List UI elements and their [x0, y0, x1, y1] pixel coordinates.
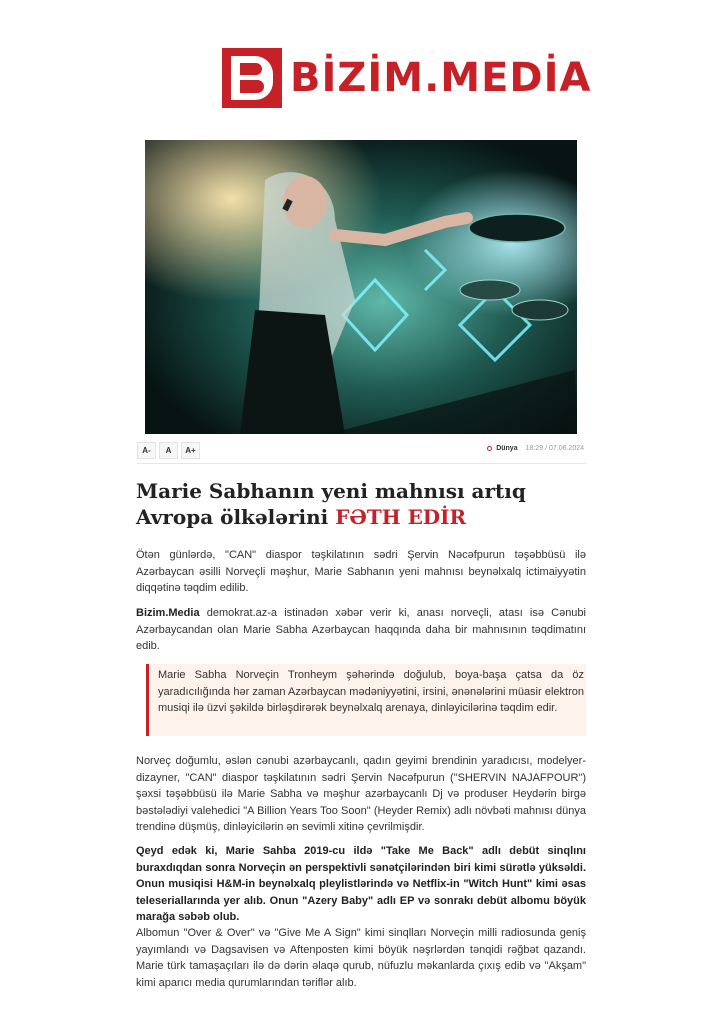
title-accent: FƏTH EDİR	[335, 505, 467, 529]
category-link[interactable]: Dünya	[496, 445, 518, 452]
site-name: BİZİM.MEDİA	[290, 55, 592, 101]
font-increase-button[interactable]: A+	[181, 442, 200, 459]
category-dot-icon	[487, 446, 492, 451]
font-decrease-button[interactable]: A-	[137, 442, 156, 459]
article-meta	[487, 445, 584, 452]
paragraph-4: Qeyd edək ki, Marie Sahba 2019-cu ildə "Take Me Back" adlı debüt sinqlını buraxdıqdan sonra Norveçin ən perspektivli sənətçilərindən biri kimi sürətlə yüksəldi. Onun musiqisi H&M-in beynəlxalq pleylistlərində və Netflix-in "Witch Hunt" kimi əsas teleseriallarında yer alıb. Onun "Azery Baby" adlı EP və sonrakı debüt albomu böyük marağa səbəb olub.	[136, 845, 586, 923]
paragraph-3: Norveç doğumlu, əslən cənubi azərbaycanlı, qadın geyimi brendinin yaradıcısı, modelyer-dizayner, "CAN" diaspor təşkilatının sədri Şervin Nəcəfpurun ("SHERVIN NAJAFPOUR") şəxsi təşəbbüsü ilə Marie Sabha və məşhur azərbaycanlı Dj və produser Heydərin birgə bəstələdiyi valehedici "A Billion Years Too Soon" (Heyder Remix) adlı növbəti mahnısı dünya trendinə düşmüş, dinləyicilərin ən sevimli xitinə çevrilmişdir.	[136, 755, 586, 833]
blockquote: Marie Sabha Norveçin Tronheym şəhərində doğulub, boya-başa çatsa da öz yaradıcılığında hər zaman Azərbaycan mədəniyyətini, irsini, ənənələrini müasir elektron musiqi ilə üzvi şəkildə birləşdirərək beynəlxalq arenaya, dinləyicilərinə təqdim edir.	[146, 664, 586, 736]
article-hero-image	[145, 140, 577, 434]
paragraph-5: Albomun "Over & Over" və "Give Me A Sign" kimi sinqlları Norveçin milli radiosunda geniş yayımlandı və Dagsavisen və Aftenposten kimi böyük nəşrlərdən tənqidi rəğbət qazandı. Marie türk tamaşaçıları ilə də dərin əlaqə qurub, nüfuzlu məkanlarda çıxış edib və "Akşam" kimi aparıcı media qurumlarından təriflər alıb.	[136, 927, 586, 989]
publish-datetime: 18:29 / 07.06.2024	[525, 445, 584, 452]
logo-mark	[222, 48, 282, 108]
paragraph-1: Ötən günlərdə, "CAN" diaspor təşkilatının sədri Şervin Nəcəfpurun təşəbbüsü ilə Azərbaycan əsilli Norveçli məşhur, Marie Sabhanın yeni mahnısı beynəlxalq ictimaiyyətin diqqətinə təqdim edilib.	[136, 549, 586, 594]
title-main: Marie Sabhanın yeni mahnısı artıq Avropa ölkələrini	[136, 479, 526, 529]
article-title	[136, 478, 588, 530]
source-name: Bizim.Media	[136, 607, 200, 619]
font-normal-button[interactable]: A	[159, 442, 178, 459]
article-toolbar	[137, 442, 586, 464]
site-logo[interactable]	[222, 48, 591, 108]
paragraph-2-text: demokrat.az-a istinadən xəbər verir ki, anası norveçli, atası isə Cənubi Azərbaycandan olan Marie Sabha Azərbaycan haqqında daha bir mahnısının təqdimatını edib.	[136, 607, 586, 652]
paragraph-2	[136, 605, 586, 655]
